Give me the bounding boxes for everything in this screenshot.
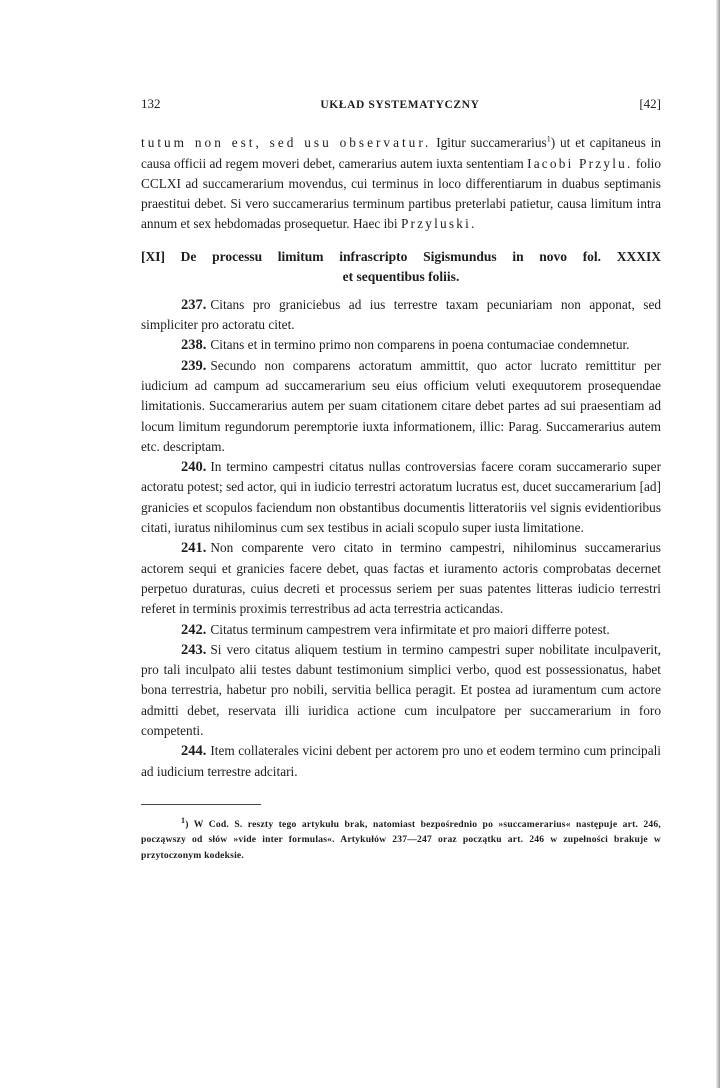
section-heading-line-1: [XI] De processu limitum infrascripto Sigismundus in novo fol. XXXIX bbox=[141, 248, 661, 264]
article-238 bbox=[141, 335, 661, 355]
article-237 bbox=[141, 295, 661, 336]
article-number: 244. bbox=[181, 743, 207, 760]
article-number: 239. bbox=[181, 357, 207, 374]
article-text: Citans et in termino primo non comparens in poena contumaciae condemnetur. bbox=[210, 337, 630, 353]
section-heading-line-2: et sequentibus foliis. bbox=[342, 268, 460, 284]
intro-text-2: ) ut et capitaneus in causa officii ad regem moveri debet, camerarius autem iuxta sententiam bbox=[141, 135, 661, 171]
article-text: Secundo non comparens actoratum ammittit, quo actor lucrato remittitur per iudicium ad campum ad succamerarium seu eius officium veluti exequutorem prosequendae limitationis. Succamerarius autem per suam citationem citare debet partes ad sui praesentiam ad locum limitum regundorum peremptorie iuxta informationem, illic: Parag. Succamerarius autem etc. descriptam. bbox=[141, 357, 661, 454]
article-240 bbox=[141, 457, 661, 538]
article-239 bbox=[141, 356, 661, 457]
article-number: 237. bbox=[181, 296, 207, 313]
intro-text-1: Igitur succamerarius bbox=[431, 135, 547, 151]
running-title: UKŁAD SYSTEMATYCZNY bbox=[320, 99, 480, 111]
article-text: In termino campestri citatus nullas controversias facere coram succamerario super actoratu potest; sed actor, qui in iudicio terrestri actoratum lucratus est, ducet succamerarium [ad] granicies et scopulos faciendum non obstantibus documentis litteratoriis vel signis evidentioribus citati, iuratus nihilominus cum sex testibus in aciali scopulo super iusta limitatione. bbox=[141, 459, 661, 536]
intro-spaced-opening: tutum non est, sed usu observatur. bbox=[141, 135, 432, 151]
article-number: 240. bbox=[181, 459, 207, 476]
article-244 bbox=[141, 741, 661, 782]
bracket-page-number: [42] bbox=[639, 96, 661, 111]
section-heading bbox=[141, 247, 661, 287]
article-number: 238. bbox=[181, 337, 207, 354]
article-text: Non comparente vero citato in termino campestri, nihilominus succamerarius actorem sequi et granicies facere debet, quas factas et iuramento actoris comprobatas decernet perpetuo duraturas, cuius decreti et processus seriem per suas patentes litteras iudicio terrestri referet in terminis proximis terrestribus ad acta terrestria acticandas. bbox=[141, 540, 661, 617]
footnote-text: ) W Cod. S. reszty tego artykułu brak, natomiast bezpośrednio po »succamerarius« następuje art. 246, począwszy od słów »vide inter formulas«. Artykułów 237—247 oraz początku art. 246 w zupełności brakuje w przytoczonym kodeksie. bbox=[141, 818, 661, 861]
article-number: 242. bbox=[181, 621, 207, 638]
document-page bbox=[141, 88, 661, 863]
intro-name-iacobi: Iacobi Przylu. bbox=[527, 155, 633, 171]
intro-paragraph bbox=[141, 133, 661, 234]
article-242 bbox=[141, 620, 661, 640]
articles-list bbox=[141, 295, 661, 782]
article-text: Citans pro graniciebus ad ius terrestre taxam pecuniariam non apponat, sed simpliciter pro actoratu citet. bbox=[141, 296, 661, 333]
article-241 bbox=[141, 538, 661, 619]
article-number: 241. bbox=[181, 540, 207, 557]
footnote-marker: 1 bbox=[181, 815, 186, 825]
footnote-reference: 1 bbox=[546, 134, 551, 144]
article-number: 243. bbox=[181, 641, 207, 658]
page-number: 132 bbox=[141, 96, 161, 111]
article-text: Si vero citatus aliquem testium in termino campestri super nobilitate inculpaverit, pro tali inculpato alii testes dabunt testimonium simplici verbo, quod est possessionatus, habet bona terrestria, habetur pro nobili, servitia bellica peragit. Et postea ad iuramentum cum actore admitti debet, reservata illi iuridica actione cum inculpatore per succamerarium in foro competenti. bbox=[141, 641, 661, 739]
intro-name-przyluski: Przyluski. bbox=[400, 216, 477, 232]
footnote-divider bbox=[141, 804, 261, 805]
page-edge-shadow bbox=[716, 0, 720, 1088]
intro-text-3: folio CCLXI ad succamerarium movendus, cui terminus in loco differentiarum in duabus septimanis praestitui debet. Si vero succamerarius terminum partibus preterlabi patietur, causa limitum intra annum et sex hebdomadas prosequetur. Haec ibi bbox=[141, 155, 661, 232]
article-text: Citatus terminum campestrem vera infirmitate et pro maiori differre potest. bbox=[210, 621, 610, 637]
footnote bbox=[141, 817, 661, 864]
running-header bbox=[141, 94, 661, 115]
article-text: Item collaterales vicini debent per actorem pro uno et eodem termino cum principali ad iudicium terrestre adcitari. bbox=[141, 743, 661, 779]
article-243 bbox=[141, 640, 661, 741]
